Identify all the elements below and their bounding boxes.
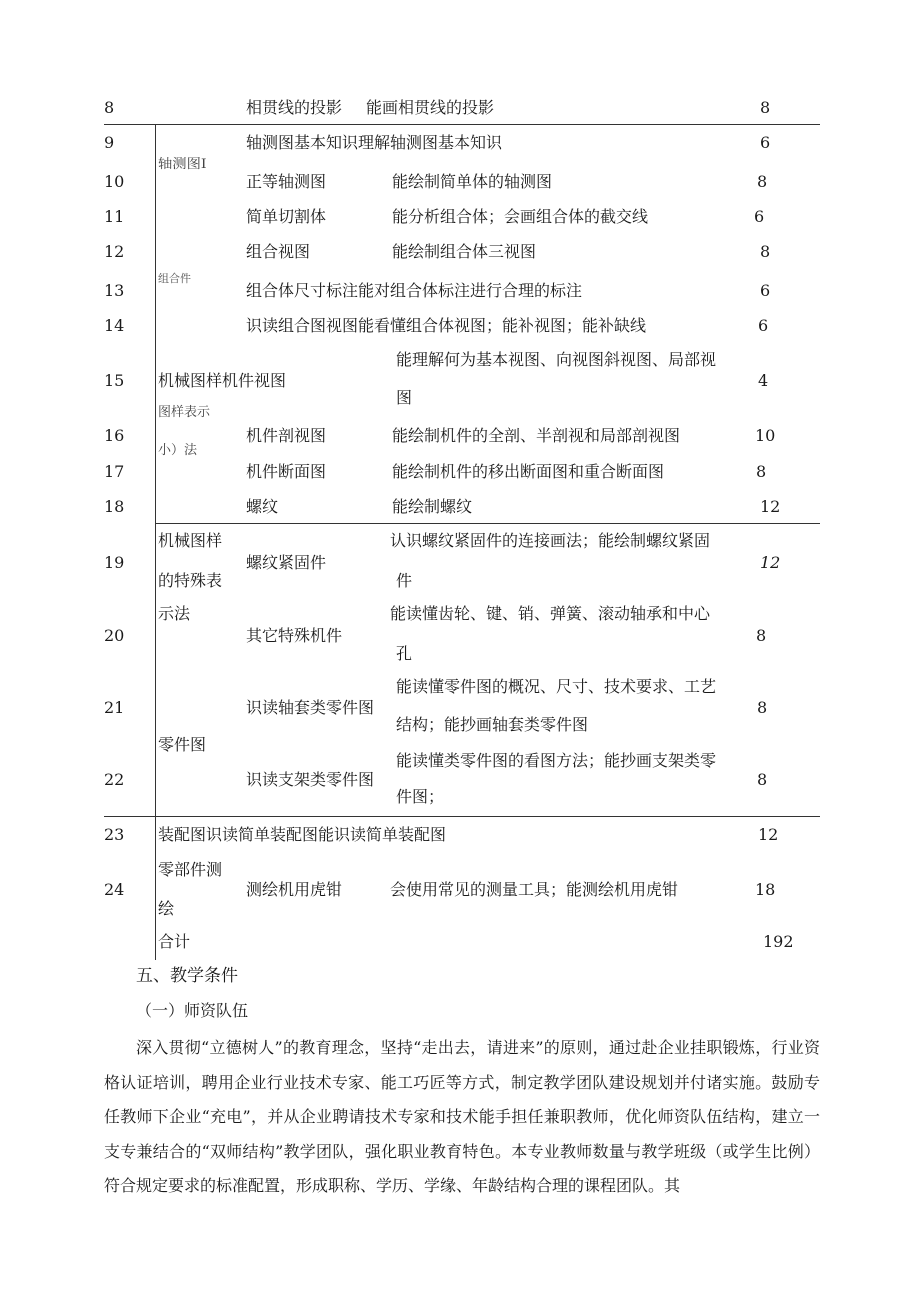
- module-label: 零件图: [158, 735, 207, 754]
- section-subheading: （一）师资队伍: [136, 1001, 249, 1020]
- topic-cell: 简单切割体: [246, 207, 327, 226]
- row-number: 23: [104, 825, 125, 844]
- goal-cell: 能画相贯线的投影: [366, 98, 495, 117]
- table-rule-mid-1: [155, 523, 820, 524]
- row-number: 15: [104, 371, 125, 390]
- row-number: 10: [104, 172, 125, 191]
- goal-cell: 能绘制机件的移出断面图和重合断面图: [392, 462, 665, 481]
- goal-cell: 能绘制组合体三视图: [392, 242, 537, 261]
- module-label: 示法: [158, 604, 191, 623]
- row-number: 11: [104, 207, 125, 226]
- hours-cell: 12: [758, 825, 779, 844]
- goal-cell: 能读懂类零件图的看图方法；能抄画支架类零: [396, 751, 717, 770]
- row-number: 21: [104, 698, 125, 717]
- paragraph-text: 深入贯彻“立德树人”的教育理念，坚持“走出去，请进来”的原则，通过赴企业挂职锻炼，行业资格认证培训，聘用企业行业技术专家、能工巧匠等方式，制定教学团队建设规划并付诸实施。鼓励专任教师下企业“充电”，并从企业聘请技术专家和技术能手担任兼职教师，优化师资队伍结构，建立一支专兼结合的“双师结构”教学团队，强化职业教育特色。本专业教师数量与教学班级（或学生比例）符合规定要求的标准配置，形成职称、学历、学缘、年龄结构合理的课程团队。其: [104, 1038, 820, 1195]
- topic-cell: 轴测图基本知识理解轴测图基本知识: [246, 133, 503, 152]
- goal-cell: 能读懂零件图的概况、尺寸、技术要求、工艺: [396, 677, 717, 696]
- goal-cell: 能绘制机件的全剖、半剖视和局部剖视图: [392, 426, 681, 445]
- goal-cell: 孔: [396, 644, 413, 663]
- goal-cell: 能理解何为基本视图、向视图斜视图、局部视: [396, 350, 717, 369]
- module-label: 图样表示: [158, 405, 211, 420]
- hours-cell: 8: [760, 98, 771, 117]
- goal-cell: 能绘制螺纹: [392, 497, 473, 516]
- table-rule-mid-2: [104, 816, 820, 817]
- table-vertical-rule: [155, 124, 156, 960]
- row-number: 18: [104, 497, 125, 516]
- goal-cell: 能读懂齿轮、键、销、弹簧、滚动轴承和中心: [390, 604, 711, 623]
- hours-cell: 10: [755, 426, 776, 445]
- total-label: 合计: [158, 932, 191, 951]
- hours-cell: 18: [755, 880, 776, 899]
- hours-cell: 8: [756, 462, 767, 481]
- topic-cell: 机件断面图: [246, 462, 327, 481]
- hours-cell: 4: [758, 371, 769, 390]
- topic-cell: 识读轴套类零件图: [246, 698, 375, 717]
- hours-cell: 12: [760, 553, 781, 572]
- topic-cell: 组合体尺寸标注能对组合体标注进行合理的标注: [246, 281, 583, 300]
- module-label: 机械图样: [158, 531, 223, 550]
- module-label: 零部件测: [158, 860, 223, 879]
- row-number: 13: [104, 281, 125, 300]
- row-number: 9: [104, 133, 115, 152]
- row-number: 19: [104, 553, 125, 572]
- goal-cell: 会使用常见的测量工具；能测绘机用虎钳: [390, 880, 679, 899]
- topic-cell: 装配图识读简单装配图能识读简单装配图: [158, 825, 447, 844]
- hours-cell: 8: [757, 770, 768, 789]
- row-number: 17: [104, 462, 125, 481]
- module-label: 绘: [158, 899, 175, 918]
- goal-cell: 件: [396, 571, 413, 590]
- hours-cell: 8: [756, 626, 767, 645]
- goal-cell: 能分析组合体；会画组合体的截交线: [392, 207, 649, 226]
- goal-cell: 认识螺纹紧固件的连接画法；能绘制螺纹紧固: [390, 531, 711, 550]
- table-rule-top: [104, 124, 820, 125]
- row-number: 22: [104, 770, 125, 789]
- module-label: 小）法: [158, 443, 198, 458]
- module-label: 组合件: [158, 272, 191, 285]
- goal-cell: 图: [396, 388, 413, 407]
- hours-cell: 6: [758, 316, 769, 335]
- hours-cell: 6: [760, 133, 771, 152]
- topic-cell: 测绘机用虎钳: [246, 880, 343, 899]
- topic-cell: 螺纹: [246, 497, 279, 516]
- hours-cell: 8: [760, 242, 771, 261]
- row-number: 16: [104, 426, 125, 445]
- goal-cell: 能绘制简单体的轴测图: [392, 172, 553, 191]
- row-number: 12: [104, 242, 125, 261]
- hours-cell: 8: [757, 698, 768, 717]
- hours-cell: 12: [760, 497, 781, 516]
- topic-cell: 正等轴测图: [246, 172, 327, 191]
- topic-cell: 其它特殊机件: [246, 626, 343, 645]
- module-label: 轴测图I: [158, 157, 207, 172]
- topic-cell: 相贯线的投影: [246, 98, 343, 117]
- row-number: 14: [104, 316, 125, 335]
- module-label: 机械图样机件视图: [158, 371, 287, 390]
- row-number: 8: [104, 98, 115, 117]
- topic-cell: 识读组合图视图能看懂组合体视图；能补视图；能补缺线: [246, 316, 647, 335]
- section-paragraph: [104, 1031, 820, 1204]
- module-label: 的特殊表: [158, 571, 223, 590]
- goal-cell: 结构；能抄画轴套类零件图: [396, 715, 589, 734]
- topic-cell: 组合视图: [246, 242, 311, 261]
- topic-cell: 螺纹紧固件: [246, 553, 327, 572]
- topic-cell: 识读支架类零件图: [246, 770, 375, 789]
- hours-cell: 6: [754, 207, 765, 226]
- goal-cell: 件图；: [396, 787, 445, 806]
- section-heading: 五、教学条件: [136, 966, 238, 986]
- hours-cell: 6: [760, 281, 771, 300]
- row-number: 20: [104, 626, 125, 645]
- hours-cell: 8: [757, 172, 768, 191]
- total-hours: 192: [763, 932, 794, 951]
- row-number: 24: [104, 880, 125, 899]
- topic-cell: 机件剖视图: [246, 426, 327, 445]
